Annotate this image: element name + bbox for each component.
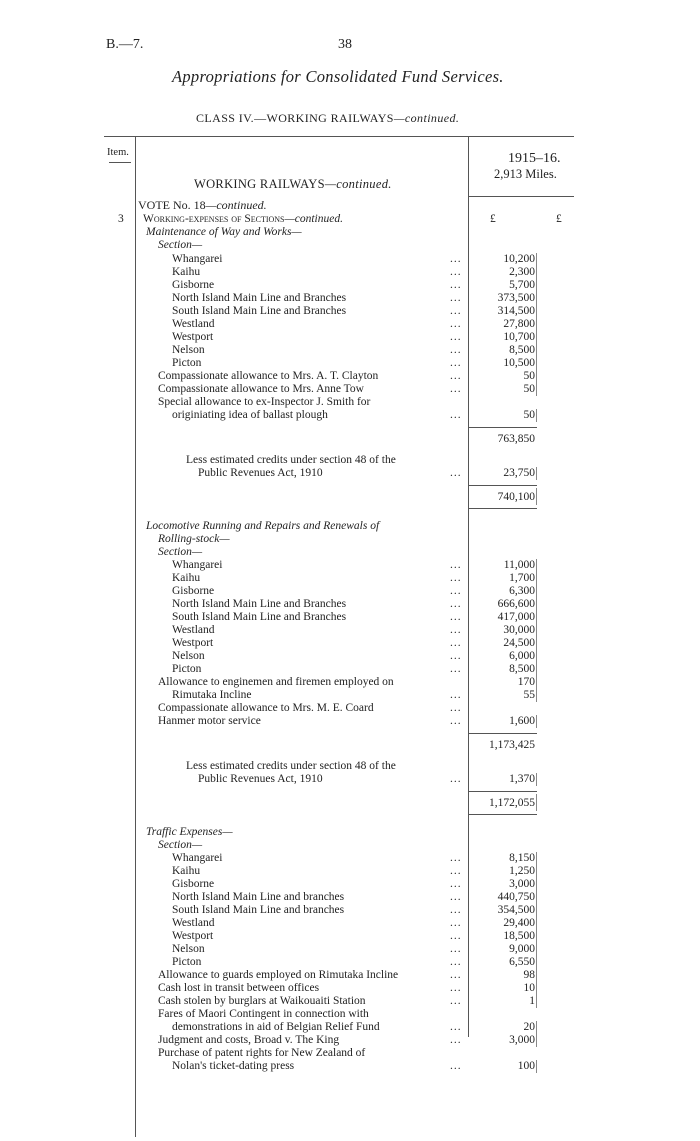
- maintenance-row-dots: ...: [450, 253, 462, 265]
- traffic-extra-value-rule: [536, 995, 537, 1008]
- maintenance-row-label: Nelson: [172, 344, 205, 356]
- traffic-extra-label: Judgment and costs, Broad v. The King: [158, 1034, 340, 1046]
- traffic-extra-dots: ...: [450, 1060, 462, 1072]
- maintenance-less-line1: Less estimated credits under section 48 of the: [186, 454, 396, 466]
- traffic-extra-dots: ...: [450, 982, 462, 994]
- locomotive-row-value-rule: [536, 598, 537, 611]
- locomotive-row-value-rule: [536, 624, 537, 637]
- maintenance-row-value-rule: [536, 305, 537, 318]
- maintenance-row-value-rule: [536, 344, 537, 357]
- traffic-extra-label-cont: demonstrations in aid of Belgian Relief Fund: [172, 1021, 380, 1033]
- locomotive-less-line2: Public Revenues Act, 1910: [198, 773, 323, 785]
- locomotive-extra-dots: ...: [450, 702, 462, 714]
- traffic-row-value-rule: [536, 852, 537, 865]
- pound-sign-col1: £: [490, 213, 496, 225]
- locomotive-net-rule-v: [536, 794, 537, 811]
- traffic-row-label: Westport: [172, 930, 214, 942]
- locomotive-net: 1,172,055: [489, 797, 535, 809]
- locomotive-less-value-rule: [536, 773, 537, 786]
- maintenance-extra-label: Compassionate allowance to Mrs. Anne Tow: [158, 383, 364, 395]
- locomotive-row-value: 30,000: [503, 624, 535, 636]
- maintenance-row-value-rule: [536, 266, 537, 279]
- maintenance-row-label: North Island Main Line and Branches: [172, 292, 347, 304]
- maintenance-row-label: Picton: [172, 357, 202, 369]
- locomotive-extra-label: Hanmer motor service: [158, 715, 261, 727]
- page-number: 38: [338, 37, 352, 52]
- traffic-row-value: 354,500: [497, 904, 535, 916]
- locomotive-row-value: 6,300: [509, 585, 535, 597]
- maintenance-extra-value-rule: [536, 409, 537, 422]
- locomotive-subtotal: 1,173,425: [489, 739, 535, 751]
- maintenance-extra-value: 50: [523, 409, 535, 421]
- pound-sign-col2: £: [556, 213, 562, 225]
- maintenance-less-line2: Public Revenues Act, 1910: [198, 467, 323, 479]
- locomotive-row-label: Whangarei: [172, 559, 223, 571]
- class-heading-main: CLASS IV.—WORKING RAILWAYS: [196, 111, 394, 125]
- traffic-extra-label: Allowance to guards employed on Rimutaka Incline: [158, 969, 399, 981]
- section-heading-continued: —continued.: [324, 177, 392, 191]
- maintenance-extra-label: Special allowance to ex-Inspector J. Smith for: [158, 396, 371, 408]
- traffic-extra-dots: ...: [450, 969, 462, 981]
- traffic-row-value: 3,000: [509, 878, 535, 890]
- class-heading-continued: —continued.: [393, 111, 460, 125]
- locomotive-row-label: Gisborne: [172, 585, 215, 597]
- maintenance-row-value: 10,500: [503, 357, 535, 369]
- traffic-row-value-rule: [536, 917, 537, 930]
- item-number: 3: [118, 213, 124, 225]
- maintenance-row-value-rule: [536, 292, 537, 305]
- traffic-row-dots: ...: [450, 865, 462, 877]
- maintenance-row-label: Gisborne: [172, 279, 215, 291]
- locomotive-row-label: Picton: [172, 663, 202, 675]
- maintenance-row-value: 10,200: [503, 253, 535, 265]
- traffic-section-label: Section—: [158, 839, 203, 851]
- traffic-row-value: 6,550: [509, 956, 535, 968]
- locomotive-row-label: North Island Main Line and Branches: [172, 598, 347, 610]
- maintenance-extra-value: 50: [523, 383, 535, 395]
- locomotive-row-value-rule: [536, 663, 537, 676]
- maintenance-less-value: 23,750: [503, 467, 535, 479]
- locomotive-extra-label: Compassionate allowance to Mrs. M. E. Coard: [158, 702, 374, 714]
- traffic-row-label: Gisborne: [172, 878, 215, 890]
- maintenance-row-dots: ...: [450, 318, 462, 330]
- locomotive-row-dots: ...: [450, 585, 462, 597]
- traffic-extra-dots: ...: [450, 1021, 462, 1033]
- locomotive-extra-value-rule: [536, 715, 537, 728]
- locomotive-row-dots: ...: [450, 598, 462, 610]
- maintenance-less-dots: ...: [450, 467, 462, 479]
- traffic-row-dots: ...: [450, 852, 462, 864]
- traffic-extra-dots: ...: [450, 1034, 462, 1046]
- section-heading: [194, 178, 392, 191]
- maintenance-row-label: Whangarei: [172, 253, 223, 265]
- vote-heading-main: VOTE No. 18: [138, 198, 206, 212]
- traffic-row-dots: ...: [450, 943, 462, 955]
- traffic-extra-value-rule: [536, 1021, 537, 1034]
- locomotive-row-value: 6,000: [509, 650, 535, 662]
- locomotive-row-value: 1,700: [509, 572, 535, 584]
- traffic-extra-label: Fares of Maori Contingent in connection with: [158, 1008, 369, 1020]
- locomotive-section-label: Section—: [158, 546, 203, 558]
- locomotive-row-value: 24,500: [503, 637, 535, 649]
- subhead-continued: —continued.: [284, 213, 343, 225]
- traffic-row-dots: ...: [450, 956, 462, 968]
- maintenance-row-dots: ...: [450, 266, 462, 278]
- locomotive-less-dots: ...: [450, 773, 462, 785]
- maintenance-row-label: Kaihu: [172, 266, 201, 278]
- maintenance-row-label: Westport: [172, 331, 214, 343]
- maintenance-row-value-rule: [536, 318, 537, 331]
- locomotive-extra-value-rule: [536, 689, 537, 702]
- page-title: Appropriations for Consolidated Fund Services.: [172, 67, 504, 86]
- traffic-row-value-rule: [536, 891, 537, 904]
- traffic-extra-dots: ...: [450, 995, 462, 1007]
- maintenance-row-value: 27,800: [503, 318, 535, 330]
- locomotive-row-value-rule: [536, 637, 537, 650]
- traffic-extra-value-rule: [536, 982, 537, 995]
- locomotive-row-value-rule: [536, 611, 537, 624]
- locomotive-subtotal-rule: [469, 733, 537, 734]
- maintenance-less-value-rule: [536, 467, 537, 480]
- maintenance-row-value-rule: [536, 279, 537, 292]
- traffic-row-value: 29,400: [503, 917, 535, 929]
- subhead: [143, 213, 343, 226]
- maintenance-row-dots: ...: [450, 357, 462, 369]
- year-header-rule: [469, 196, 574, 197]
- locomotive-extra-value: 55: [523, 689, 535, 701]
- section-heading-main: WORKING RAILWAYS: [194, 177, 325, 191]
- locomotive-row-value-rule: [536, 585, 537, 598]
- locomotive-row-value: 666,600: [497, 598, 535, 610]
- item-header: Item.: [107, 147, 129, 158]
- locomotive-row-value-rule: [536, 572, 537, 585]
- traffic-row-label: Westland: [172, 917, 215, 929]
- traffic-extra-value: 10: [523, 982, 535, 994]
- maintenance-row-dots: ...: [450, 292, 462, 304]
- traffic-row-value: 9,000: [509, 943, 535, 955]
- maintenance-row-value-rule: [536, 331, 537, 344]
- maintenance-extra-value-rule: [536, 383, 537, 396]
- table-top-rule: [104, 136, 574, 137]
- traffic-row-value: 18,500: [503, 930, 535, 942]
- traffic-extra-value: 100: [517, 1060, 535, 1072]
- traffic-extra-value: 1: [529, 995, 535, 1007]
- locomotive-row-label: Westport: [172, 637, 214, 649]
- locomotive-net-rule: [469, 791, 537, 792]
- locomotive-row-dots: ...: [450, 572, 462, 584]
- locomotive-less-line1: Less estimated credits under section 48 of the: [186, 760, 396, 772]
- traffic-extra-value-rule: [536, 1034, 537, 1047]
- traffic-extra-label: Purchase of patent rights for New Zealand of: [158, 1047, 366, 1059]
- maintenance-net-rule: [469, 485, 537, 486]
- maintenance-heading: Maintenance of Way and Works—: [146, 226, 302, 238]
- maintenance-subtotal: 763,850: [497, 433, 535, 445]
- traffic-row-value-rule: [536, 943, 537, 956]
- traffic-row-label: Whangarei: [172, 852, 223, 864]
- locomotive-row-dots: ...: [450, 637, 462, 649]
- traffic-extra-value-rule: [536, 969, 537, 982]
- locomotive-row-label: Westland: [172, 624, 215, 636]
- maintenance-row-dots: ...: [450, 279, 462, 291]
- vote-heading-continued: —continued.: [205, 198, 267, 212]
- maintenance-row-dots: ...: [450, 344, 462, 356]
- traffic-row-value-rule: [536, 865, 537, 878]
- item-column-rule: [135, 137, 136, 1137]
- locomotive-row-dots: ...: [450, 663, 462, 675]
- maintenance-row-label: Westland: [172, 318, 215, 330]
- locomotive-row-value: 417,000: [497, 611, 535, 623]
- traffic-heading: Traffic Expenses—: [146, 826, 233, 838]
- traffic-row-label: South Island Main Line and branches: [172, 904, 345, 916]
- maintenance-extra-dots: ...: [450, 370, 462, 382]
- maintenance-net-underline: [469, 508, 537, 509]
- maintenance-extra-dots: ...: [450, 409, 462, 421]
- traffic-row-dots: ...: [450, 891, 462, 903]
- traffic-extra-value: 20: [523, 1021, 535, 1033]
- vote-heading: [138, 199, 267, 212]
- traffic-row-label: Kaihu: [172, 865, 201, 877]
- traffic-extra-value: 3,000: [509, 1034, 535, 1046]
- traffic-row-value: 1,250: [509, 865, 535, 877]
- traffic-extra-value-rule: [536, 1060, 537, 1073]
- traffic-row-value-rule: [536, 956, 537, 969]
- locomotive-row-value: 8,500: [509, 663, 535, 675]
- traffic-row-label: Nelson: [172, 943, 205, 955]
- locomotive-extra-label: Allowance to enginemen and firemen employed on: [158, 676, 394, 688]
- locomotive-heading: Locomotive Running and Repairs and Renewals of: [146, 520, 380, 532]
- maintenance-row-value-rule: [536, 253, 537, 266]
- traffic-row-dots: ...: [450, 878, 462, 890]
- traffic-row-value-rule: [536, 930, 537, 943]
- locomotive-row-dots: ...: [450, 559, 462, 571]
- traffic-row-value: 8,150: [509, 852, 535, 864]
- maintenance-section-label: Section—: [158, 239, 203, 251]
- maintenance-row-value: 8,500: [509, 344, 535, 356]
- locomotive-row-label: Nelson: [172, 650, 205, 662]
- traffic-row-value-rule: [536, 878, 537, 891]
- traffic-extra-label: Cash stolen by burglars at Waikouaiti Station: [158, 995, 366, 1007]
- locomotive-row-value-rule: [536, 650, 537, 663]
- maintenance-extra-dots: ...: [450, 383, 462, 395]
- class-heading: [196, 112, 459, 125]
- locomotive-row-dots: ...: [450, 624, 462, 636]
- locomotive-row-label: Kaihu: [172, 572, 201, 584]
- locomotive-extra-value: 170: [517, 676, 535, 688]
- page-reference: B.—7.: [106, 37, 144, 52]
- locomotive-row-label: South Island Main Line and Branches: [172, 611, 347, 623]
- maintenance-row-value: 5,700: [509, 279, 535, 291]
- traffic-row-label: Picton: [172, 956, 202, 968]
- locomotive-row-dots: ...: [450, 650, 462, 662]
- maintenance-subtotal-rule: [469, 427, 537, 428]
- traffic-row-value-rule: [536, 904, 537, 917]
- maintenance-row-value-rule: [536, 357, 537, 370]
- locomotive-heading-cont: Rolling-stock—: [158, 533, 230, 545]
- maintenance-row-dots: ...: [450, 331, 462, 343]
- locomotive-row-value-rule: [536, 559, 537, 572]
- traffic-extra-label: Cash lost in transit between offices: [158, 982, 320, 994]
- maintenance-extra-value-rule: [536, 370, 537, 383]
- traffic-extra-value: 98: [523, 969, 535, 981]
- maintenance-extra-value: 50: [523, 370, 535, 382]
- traffic-row-dots: ...: [450, 930, 462, 942]
- maintenance-extra-label: Compassionate allowance to Mrs. A. T. Clayton: [158, 370, 379, 382]
- locomotive-less-value: 1,370: [509, 773, 535, 785]
- traffic-row-dots: ...: [450, 904, 462, 916]
- maintenance-extra-label-cont: originiating idea of ballast plough: [172, 409, 328, 421]
- locomotive-net-underline: [469, 814, 537, 815]
- traffic-row-label: North Island Main Line and branches: [172, 891, 345, 903]
- subhead-main: Working-expenses of Sections: [143, 213, 285, 225]
- year-heading: 1915–16.: [508, 151, 561, 166]
- locomotive-extra-dots: ...: [450, 715, 462, 727]
- maintenance-row-dots: ...: [450, 305, 462, 317]
- locomotive-extra-value: 1,600: [509, 715, 535, 727]
- locomotive-extra-dots: ...: [450, 689, 462, 701]
- maintenance-row-value: 10,700: [503, 331, 535, 343]
- maintenance-net-rule-v: [536, 488, 537, 505]
- locomotive-extra-value-rule: [536, 676, 537, 689]
- maintenance-net: 740,100: [497, 491, 535, 503]
- maintenance-row-value: 373,500: [497, 292, 535, 304]
- maintenance-row-label: South Island Main Line and Branches: [172, 305, 347, 317]
- traffic-extra-label-cont: Nolan's ticket-dating press: [172, 1060, 295, 1072]
- maintenance-row-value: 2,300: [509, 266, 535, 278]
- item-header-rule: [109, 162, 131, 163]
- locomotive-row-value: 11,000: [503, 559, 535, 571]
- traffic-row-value: 440,750: [497, 891, 535, 903]
- traffic-row-dots: ...: [450, 917, 462, 929]
- locomotive-extra-label-cont: Rimutaka Incline: [172, 689, 252, 701]
- maintenance-row-value: 314,500: [497, 305, 535, 317]
- miles-heading: 2,913 Miles.: [494, 167, 557, 181]
- locomotive-row-dots: ...: [450, 611, 462, 623]
